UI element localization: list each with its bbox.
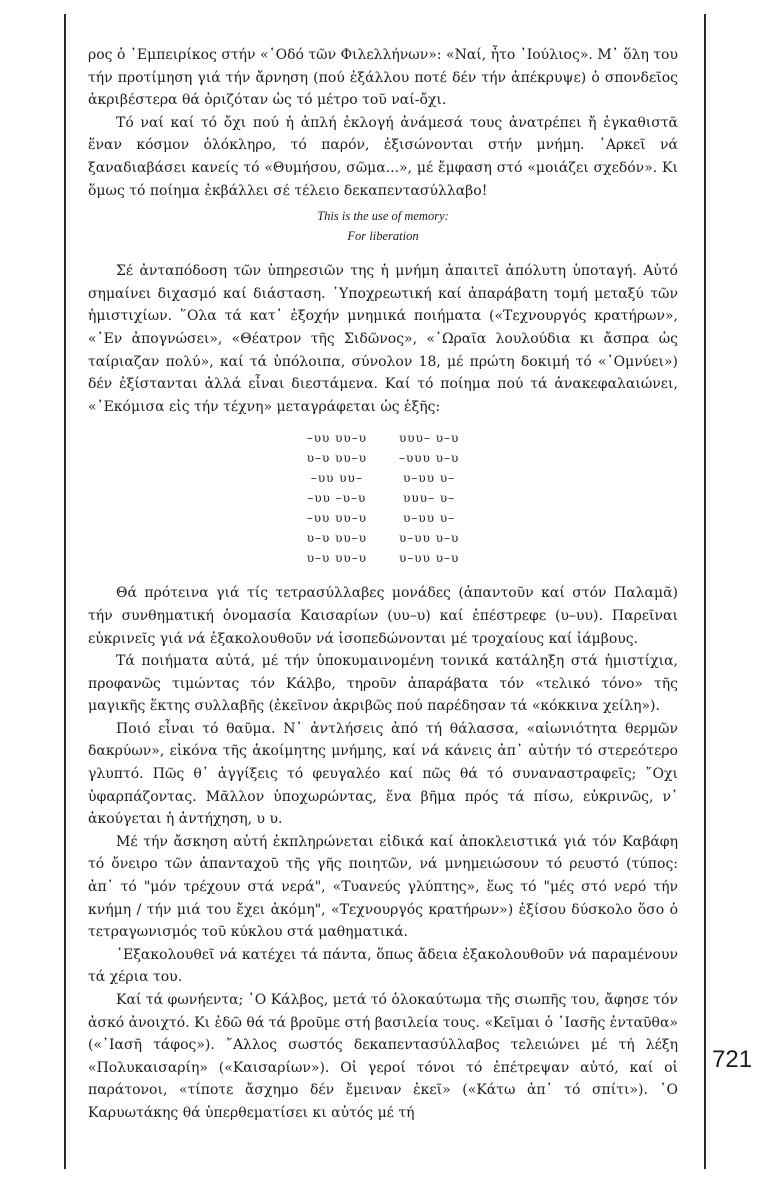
epigraph	[88, 206, 678, 246]
right-margin-rule	[704, 14, 706, 1169]
metric-line: –υυ υυ–	[310, 471, 363, 486]
paragraph: ᾿Εξακολουθεῖ νά κατέχει τά πάντα, ὅπως ἄδεια ἐξακολουθοῦν νά παραμένουν τά χέρια του.	[88, 946, 678, 986]
left-margin-rule	[64, 14, 66, 1169]
metric-line: –υυυ υ–υ	[399, 451, 460, 466]
metric-line: υ–υυ υ–	[403, 471, 456, 486]
paragraph: Τό ναί καί τό ὄχι πού ἡ ἁπλή ἐκλογή ἀνάμεσά τους ἀνατρέπει ἤ ἐγκαθιστᾶ ἕναν κόσμον ὁλόκληρο, τό παρόν, ἐξισώνονται στήν μνήμη. ᾿Αρκεῖ νά ξαναδιαβάσει κανείς τό «Θυμήσου, σῶμα...», μέ ἔμφαση στό «μοιάζει σχεδόν». Κι ὅμως τό ποίημα ἐκβάλλει σέ τέλειο δεκαπεντασύλλαβο!	[88, 114, 678, 199]
metrics-left-column	[307, 428, 367, 568]
epigraph-line: For liberation	[347, 229, 419, 244]
metric-line: υυυ– υ–υ	[399, 431, 460, 446]
paragraph: Ποιό εἶναι τό θαῦμα. Ν᾿ ἀντλήσεις ἀπό τή θάλασσα, «αἰωνιότητα θερμῶν δακρύων», εἰκόνα τῆς ἀκοίμητης μνήμης, καί νά κάνεις ἀπ᾿ αὐτήν τό στερεότερο γλυπτό. Πῶς θ᾿ ἀγγίξεις τό φευγαλέο καί πῶς θά τό συναναστραφεῖς; ῎Οχι ὑφαρπάζοντας. Μᾶλλον ὑποχωρώντας, ἕνα βῆμα πρός τά πίσω, εὐκρινῶς, ν᾿ ἀκούγεται ἡ ἀντήχηση, υ υ.	[88, 720, 678, 828]
paragraph: Θά πρότεινα γιά τίς τετρασύλλαβες μονάδες (ἁπαντοῦν καί στόν Παλαμᾶ) τήν συνθηματική ὀνομασία Καισαρίων (υυ–υ) καί ἐπέστρεφε (υ–υυ). Παρεῖναι εὐκρινεῖς γιά νά ἐξακολουθοῦν νά ἰσοπεδώνονται μέ τροχαίους καί ἰάμβους.	[88, 585, 678, 647]
paragraph: Σέ ἀνταπόδοση τῶν ὑπηρεσιῶν της ἡ μνήμη ἀπαιτεῖ ἀπόλυτη ὑποταγή. Αὐτό σημαίνει διχασμό καί διάσταση. ῾Υποχρεωτική καί ἀπαράβατη τομή μεταξύ τῶν ἡμιστιχίων. ῞Ολα τά κατ᾿ ἐξοχήν μνημικά ποιήματα («Τεχνουργός κρατήρων», «᾿Εν ἀπογνώσει», «Θέατρον τῆς Σιδῶνος», «῾Ωραῖα λουλούδια κι ἄσπρα ὡς ταίριαζαν πολύ», καί τά ὑπόλοιπα, σύνολον 18, μέ πρώτη δοκιμή τό «᾿Ομνύει») δέν ἐξίστανται ἀλλά εἶναι διεστάμενα. Καί τό ποίημα πού τά ἀνακεφαλαιώνει, «᾿Εκόμισα εἰς τήν τέχνη» μεταγράφεται ὡς ἑξῆς:	[88, 263, 678, 415]
metric-line: υ–υυ υ–	[403, 511, 456, 526]
metric-line: υ–υ υυ–υ	[306, 531, 367, 546]
metric-line: –υυ –υ–υ	[307, 491, 367, 506]
epigraph-line: This is the use of memory:	[317, 209, 449, 224]
metric-line: υ–υυ υ–υ	[399, 531, 460, 546]
page-body	[88, 44, 678, 1125]
metric-line: υ–υ υυ–υ	[306, 551, 367, 566]
metrics-right-column	[399, 428, 459, 568]
paragraph: ρος ὁ ᾿Εμπειρίκος στήν «῾Οδό τῶν Φιλελλήνων»: «Ναί, ἦτο ᾿Ιούλιος». Μ᾿ ὅλη του τήν προτίμηση γιά τήν ἄρνηση (πού ἐξάλλου ποτέ δέν τήν ἀπέκρυψε) ὁ σπονδεῖος ἀκριβέστερα θά ὁριζόταν ὡς τό μέτρο τοῦ ναί-ὄχι.	[88, 47, 678, 109]
metric-line: –υυ υυ–υ	[306, 511, 367, 526]
metrical-scheme	[88, 428, 678, 568]
metric-line: –υυ υυ–υ	[306, 431, 367, 446]
metric-line: υ–υυ υ–υ	[399, 551, 460, 566]
paragraph: Καί τά φωνήεντα; ῾Ο Κάλβος, μετά τό ὁλοκαύτωμα τῆς σιωπῆς του, ἄφησε τόν ἀσκό ἀνοιχτό. Κι ἐδῶ θά τά βροῦμε στή βασιλεία τους. «Κεῖμαι ὁ ᾿Ιασῆς ἐνταῦθα» («᾿Ιασῆ τάφος»). ῎Αλλος σωστός δεκαπεντασύλλαβος τελειώνει μέ τή λέξη «Πολυκαισαρίη» («Καισαρίων»). Οἱ γεροί τόνοι τό ἐπέτρεψαν αὐτό, καί οἱ παράτονοι, «τίποτε ἄσχημο δέν ἔμειναν ἐκεῖ» («Κάτω ἀπ᾿ τό σπίτι»). ῾Ο Καρυωτάκης θά ὑπερθεματίσει κι αὐτός μέ τή	[88, 992, 678, 1121]
metric-line: υυυ– υ–	[403, 491, 456, 506]
metric-line: υ–υ υυ–υ	[306, 451, 367, 466]
paragraph: Μέ τήν ἄσκηση αὐτή ἐκπληρώνεται εἰδικά καί ἀποκλειστικά γιά τόν Καβάφη τό ὄνειρο τῶν ἁπανταχοῦ τῆς γῆς ποιητῶν, νά μνημειώσουν τό ρευστό (τύπος: ἀπ᾿ τό "μόν τρέχουν στά νερά", «Τυανεύς γλύπτης», ἕως τό "μές στό νερό τήν κνήμη / τήν μιά του ἔχει ἀκόμη", «Τεχνουργός κρατήρων») ἐξίσου δύσκολο ὅσο ὁ τετραγωνισμός τοῦ κύκλου στά μαθηματικά.	[88, 833, 678, 941]
page-number: 721	[712, 1046, 753, 1073]
paragraph: Τά ποιήματα αὐτά, μέ τήν ὑποκυμαινομένη τονικά κατάληξη στά ἡμιστίχια, προφανῶς τιμώντας τόν Κάλβο, τηροῦν ἀπαράβατα τόν «τελικό τόνο» τῆς μαγικῆς ἕκτης συλλαβῆς (ἐκεῖνον ἀκριβῶς πού παρέδησαν τά «κόκκινα χείλη»).	[88, 653, 678, 715]
